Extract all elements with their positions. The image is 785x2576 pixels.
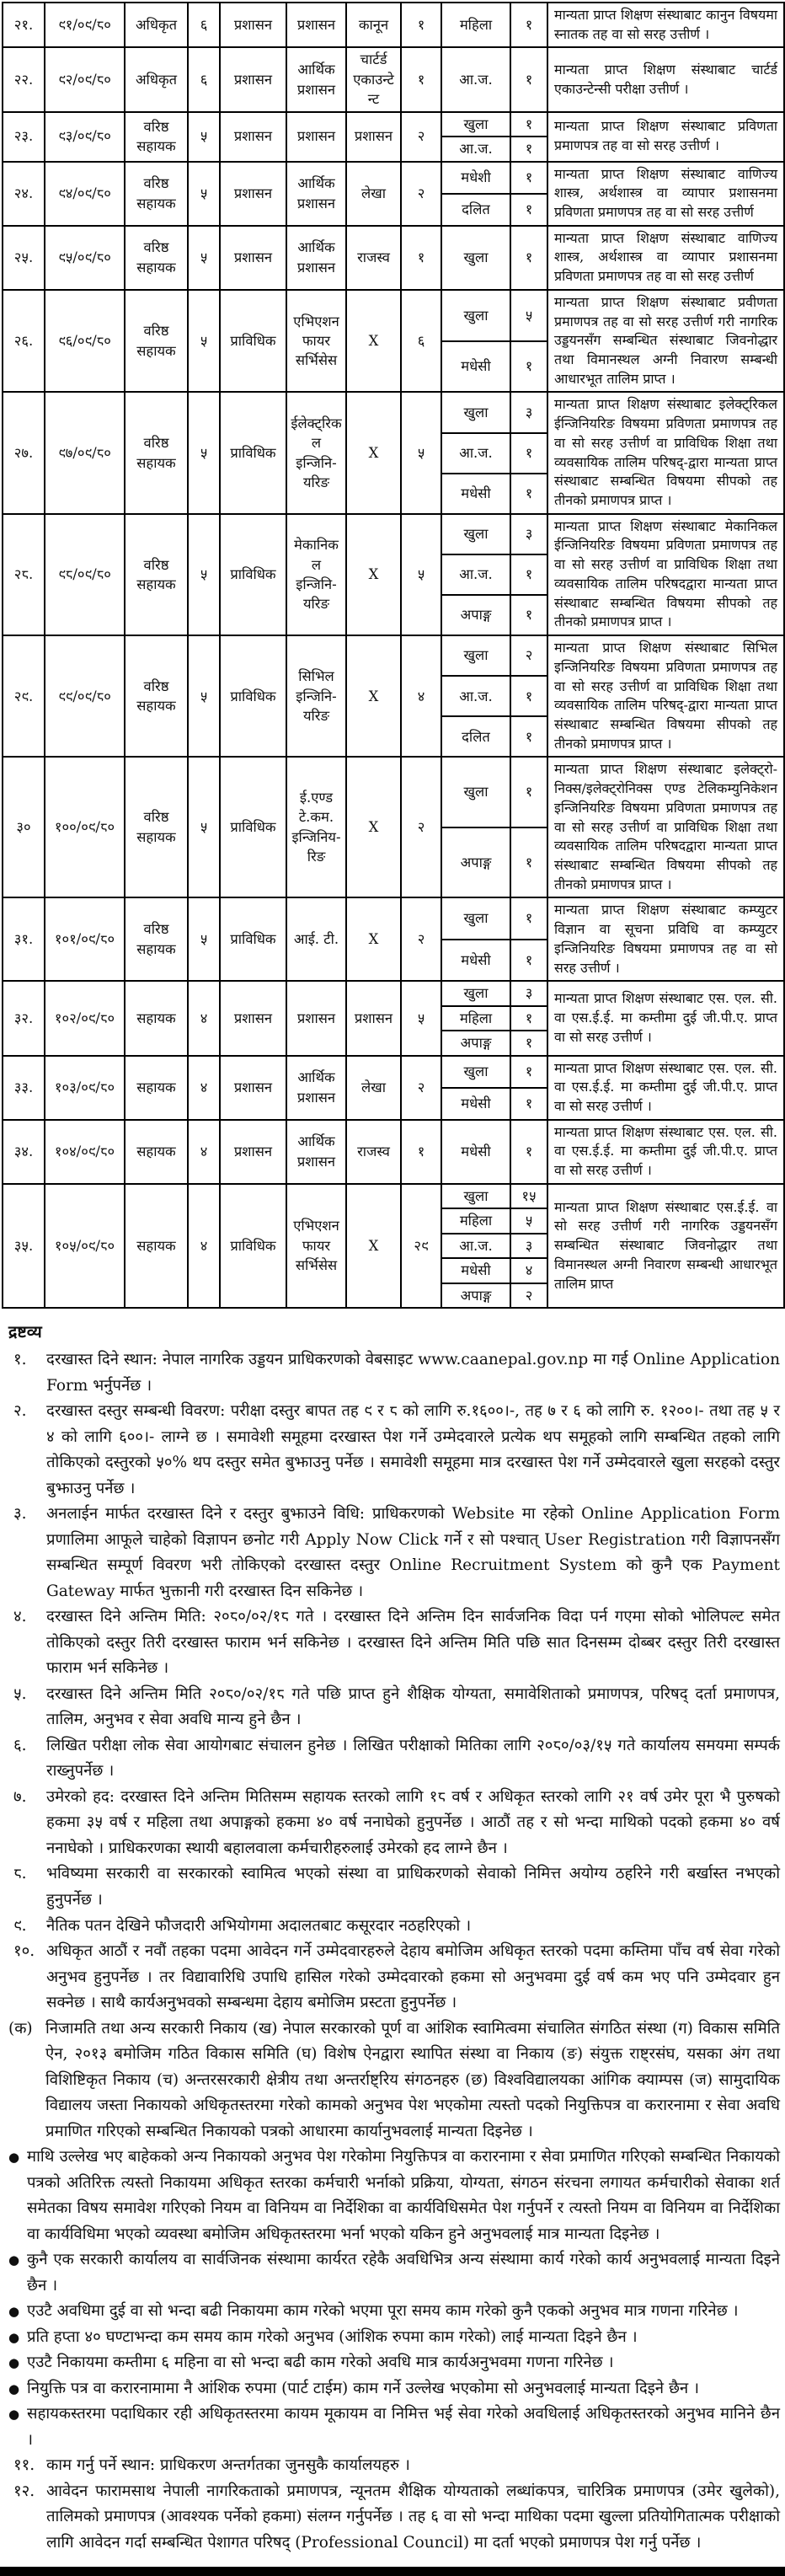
sn-cell: २३. [3,112,45,162]
category-cell: खुला [441,290,510,341]
advert-no-cell: १०१/०९/८० [45,897,125,981]
table-row [3,514,784,554]
category-count-cell: १ [510,716,547,757]
group-cell: आर्थिक प्रशासन [286,47,346,111]
total-cell: १ [401,1120,441,1184]
category-cell: आ.ज. [441,554,510,595]
sn-cell: २२. [3,47,45,111]
category-cell: दलित [441,716,510,757]
table-row [3,290,784,341]
subgroup-cell: X [346,635,401,757]
note-text: सहायकस्तरमा पदाधिकार रही अधिकृतस्तरमा कायम मूकायम वा निमित्त भई सेवा गरेको अवधिलाई अधिकृतस्तरको अनुभव मानिने छैन । [27,2405,780,2449]
qualification-cell: मान्यता प्राप्त शिक्षण संस्थाबाट इलेक्ट्रिकल ईन्जिनियरिङ विषयमा प्रविणता प्रमाणपत्र तह वा सो सरह उत्तीर्ण वा प्राविधिक शिक्षा तथा व्यवसायिक तालिम परिषद्-द्वारा मान्यता प्राप्त संस्थाबाट सम्बन्धित विषयमा सीपको तह तीनको प्रमाणपत्र प्राप्त । [547,392,784,513]
category-count-cell: ३ [510,981,547,1005]
post-cell: वरिष्ठ सहायक [125,162,188,226]
post-cell: सहायक [125,1184,188,1308]
level-cell: ५ [188,897,220,981]
post-cell: वरिष्ठ सहायक [125,757,188,897]
group-cell: आर्थिक प्रशासन [286,1120,346,1184]
group-cell: आर्थिक प्रशासन [286,1056,346,1120]
note-text: दरखास्त दिने अन्तिम मिति २०८०/०२/१८ गते पछि प्राप्त हुने शैक्षिक योग्यता, समावेशिताको प्रमाणपत्र, परिषद् दर्ता प्रमाणपत्र, तालिम, अनुभव र सेवा अवधि मान्य हुने छैन । [46,1684,780,1729]
table-row [3,112,784,137]
group-cell: ई.एण्ड टे.कम. इन्जिनिय-रिङ [286,757,346,897]
note-text: भविष्यमा सरकारी वा सरकारको स्वामित्व भएको संस्था वा प्राधिकरणको सेवाको निमित्त अयोग्य ठहरिने गरी बर्खास्त नभएको हुनुपर्नेछ । [46,1865,780,1909]
table-row [3,1120,784,1184]
category-cell: खुला [441,1184,510,1208]
category-cell: खुला [441,981,510,1005]
note-marker: १२. [13,2482,35,2500]
advert-no-cell: ९८/०९/८० [45,514,125,635]
note-marker: २. [13,1402,27,1421]
category-cell: महिला [441,3,510,47]
total-cell: २ [401,112,441,162]
subgroup-cell: कानून [346,3,401,47]
note-text: दरखास्त दस्तुर सम्बन्धी विवरण: परीक्षा दस्तुर बापत तह ९ र ८ को लागि रु.१६००।-, तह ७ र ६ को लागि रु. १२००।- तथा तह ५ र ४ को लागि ६००।- लाग्ने छ । समावेशी समूहमा दरखास्त पेश गर्ने उम्मेदवारले प्रत्येक थप समूहको लागि सम्बन्धित तहको लागि तोकिएको दस्तुरको ५०% थप दस्तुर समेत बुझाउनु पर्नेछ । समावेशी समूहमा मात्र दरखास्त पेश गर्ने उम्मेदवारले खुला सरहको दस्तुर बुझाउनु पर्नेछ । [46,1402,780,1497]
sn-cell: २७. [3,392,45,513]
group-cell: प्रशासन [286,3,346,47]
post-cell: अधिकृत [125,3,188,47]
category-cell: महिला [441,1006,510,1031]
note-bullet-item [7,2247,780,2299]
table-row [3,392,784,432]
level-cell: ५ [188,392,220,513]
service-cell: प्रशासन [220,1056,286,1120]
category-cell: खुला [441,392,510,432]
note-marker: १०. [13,1942,35,1961]
advert-no-cell: ९९/०९/८० [45,635,125,757]
category-cell: खुला [441,897,510,939]
level-cell: ५ [188,226,220,290]
category-cell: खुला [441,1056,510,1088]
note-item [7,1347,780,1399]
post-cell: अधिकृत [125,47,188,111]
note-text: निजामति तथा अन्य सरकारी निकाय (ख) नेपाल सरकारको पूर्ण वा आंशिक स्वामित्वमा संचालित संगठित संस्था (ग) विकास समिति ऐन, २०१३ बमोजिम गठित विकास समिति (घ) विशेष ऐनद्वारा स्थापित संस्था वा निकाय (ङ) संयुक्त राष्ट्रसंघ, यसका अंग तथा विशिष्टिकृत निकाय (च) अन्तरसरकारी क्षेत्रीय तथा अन्तर्राष्ट्रिय संगठनहरु (छ) विश्वविद्यालयका आंगिक क्याम्पस (ज) सामुदायिक विद्यालय जस्ता निकायको अधिकृतस्तरमा गरेको कामको अनुभव पेश भएकोमा त्यस्तो पदको नियुक्तिपत्र वा करारनामा र सेवा अवधि प्रमाणित गरिएको सम्बन्धित निकायको पत्रको आधारमा कार्यानुभवलाई मान्यता दिइनेछ । [45,2019,780,2140]
sn-cell: ३३. [3,1056,45,1120]
note-item [7,1861,780,1913]
note-marker: ११. [13,2456,35,2475]
category-cell: मधेसी [441,1120,510,1184]
service-cell: प्रशासन [220,226,286,290]
qualification-cell: मान्यता प्राप्त शिक्षण संस्थाबाट एस. एल. सी. वा एस.ई.ई. मा कम्तीमा दुई जी.पी.ए. प्राप्त वा सो सरह उत्तीर्ण । [547,981,784,1055]
post-cell: सहायक [125,1120,188,1184]
advert-no-cell: १००/०९/८० [45,757,125,897]
category-cell: खुला [441,514,510,554]
sn-cell: २१. [3,3,45,47]
note-bullet-item [7,2145,780,2247]
service-cell: प्रशासन [220,162,286,226]
subgroup-cell: लेखा [346,1056,401,1120]
category-count-cell: १ [510,940,547,981]
qualification-cell: मान्यता प्राप्त शिक्षण संस्थाबाट एस.ई.ई. वा सो सरह उत्तीर्ण गरी नागरिक उड्डयनसँग सम्बन्धित संस्थाबाट जिवनोद्धार तथा विमानस्थल अग्नी निवारण सम्बन्धी आधारभूत तालिम प्राप्त [547,1184,784,1308]
qualification-cell: मान्यता प्राप्त शिक्षण संस्थाबाट एस. एल. सी. वा एस.ई.ई. मा कम्तीमा दुई जी.पी.ए. प्राप्त वा सो सरह उत्तीर्ण । [547,1120,784,1184]
total-cell: १ [401,3,441,47]
advert-no-cell: १०३/०९/८० [45,1056,125,1120]
total-cell: ४ [401,635,441,757]
category-count-cell: १ [510,554,547,595]
qualification-cell: मान्यता प्राप्त शिक्षण संस्थाबाट चार्टर्ड एकाउन्टेन्सी परीक्षा उत्तीर्ण । [547,47,784,111]
note-item [7,2453,780,2479]
level-cell: ५ [188,757,220,897]
category-count-cell: १ [510,162,547,194]
category-count-cell: १ [510,226,547,290]
category-cell: मधेसी [441,1088,510,1120]
total-cell: २९ [401,1184,441,1308]
total-cell: २ [401,162,441,226]
qualification-cell: मान्यता प्राप्त शिक्षण संस्थाबाट इलेक्ट्रो-निक्स/इलेक्ट्रोनिक्स एण्ड टेलिकम्युनिकेशन इन्जिनियरिङ विषयमा प्रविणता प्रमाणपत्र तह वा सो सरह उत्तीर्ण वा प्राविधिक शिक्षा तथा व्यवसायिक तालिम परिषदद्वारा मान्यता प्राप्त संस्थाबाट सम्बन्धित विषयमा सीपको तह तीनको प्रमाणपत्र प्राप्त । [547,757,784,897]
category-cell: अपाङ्ग [441,827,510,898]
note-item [7,1502,780,1604]
total-cell: ५ [401,514,441,635]
qualification-cell: मान्यता प्राप्त शिक्षण संस्थाबाट सिभिल इन्जिनियरिङ विषयमा प्रविणता प्रमाणपत्र तह वा सो सरह उत्तीर्ण वा प्राविधिक शिक्षा तथा व्यवसायिक तालिम परिषद्-द्वारा मान्यता प्राप्त संस्थाबाट सम्बन्धित विषयमा सीपको तह तीनको प्रमाणपत्र प्राप्त । [547,635,784,757]
sn-cell: ३१. [3,897,45,981]
note-marker: ७. [13,1787,27,1806]
post-cell: वरिष्ठ सहायक [125,514,188,635]
group-cell: आर्थिक प्रशासन [286,162,346,226]
category-count-cell: १ [510,827,547,898]
category-cell: मधेसी [441,1258,510,1283]
subgroup-cell: X [346,290,401,393]
category-count-cell: १ [510,676,547,716]
post-cell: सहायक [125,1056,188,1120]
sn-cell: २८. [3,514,45,635]
sn-cell: २६. [3,290,45,393]
category-count-cell: १ [510,433,547,474]
service-cell: प्राविधिक [220,897,286,981]
level-cell: ४ [188,1120,220,1184]
category-count-cell: १ [510,47,547,111]
category-cell: मधेसी [441,474,510,514]
level-cell: ४ [188,1184,220,1308]
qualification-cell: मान्यता प्राप्त शिक्षण संस्थाबाट कम्प्युटर विज्ञान वा सूचना प्रविधि वा कम्प्युटर इन्जिनियरिङ विषयमा प्रमाणपत्र तह वा सो सरह उत्तीर्ण । [547,897,784,981]
note-text: एउटै अवधिमा दुई वा सो भन्दा बढी निकायमा काम गरेको भएमा पूरा समय काम गरेको कुनै एकको अनुभव मात्र गणना गरिनेछ । [27,2302,739,2321]
category-count-cell: १ [510,757,547,827]
table-row [3,162,784,194]
note-text: उमेरको हद: दरखास्त दिने अन्तिम मितिसम्म सहायक स्तरको लागि १८ वर्ष र अधिकृत स्तरको लागि २१ वर्ष उमेर पूरा भै पुरुषको हकमा ३५ वर्ष र महिला तथा अपाङ्गको हकमा ४० वर्ष ननाघेको हुनुपर्नेछ । आठौं तह र सो भन्दा माथिको पदको हकमा ४० वर्ष ननाघेको । प्राधिकरणका स्थायी बहालवाला कर्मचारीहरुलाई उमेरको हद लाग्ने छैन । [46,1787,780,1857]
note-text: एउटै निकायमा कम्तीमा ६ महिना वा सो भन्दा बढी काम गरेको अवधि मात्र कार्यअनुभवमा गणना गरिनेछ । [27,2354,614,2372]
note-bullet-item [7,2376,780,2402]
subgroup-cell: चार्टर्ड एकाउन्टेन्ट [346,47,401,111]
category-count-cell: १ [510,1006,547,1031]
note-bullet-item [7,2299,780,2325]
group-cell: आई. टी. [286,897,346,981]
category-cell: मधेसी [441,940,510,981]
level-cell: ४ [188,981,220,1055]
level-cell: ५ [188,514,220,635]
note-item [7,1682,780,1733]
total-cell: ५ [401,392,441,513]
table-row [3,757,784,827]
total-cell: ६ [401,290,441,393]
category-cell: दलित [441,194,510,226]
post-cell: वरिष्ठ सहायक [125,290,188,393]
note-bullet-item [7,2325,780,2351]
table-row [3,47,784,111]
note-item [7,1399,780,1502]
category-cell: खुला [441,635,510,676]
scan-bottom-border [0,2567,785,2576]
total-cell: २ [401,897,441,981]
category-cell: आ.ज. [441,433,510,474]
category-cell: आ.ज. [441,1234,510,1258]
note-bullet-item [7,2350,780,2376]
category-cell: खुला [441,226,510,290]
group-cell: एभिएशन फायर सर्भिसेस [286,290,346,393]
service-cell: प्रशासन [220,981,286,1055]
level-cell: ४ [188,1056,220,1120]
group-cell: मेकानिकल इन्जिनि-यरिङ [286,514,346,635]
note-text: कुनै एक सरकारी कार्यालय वा सार्वजिनक संस्थामा कार्यरत रहेकै अवधिभित्र अन्य संस्थामा कार्य गरेको कार्य अनुभवलाई मान्यता दिइने छैन । [27,2251,780,2295]
note-text: प्रति हप्ता ४० घण्टाभन्दा कम समय काम गरेको अनुभव (आंशिक रुपमा काम गरेको) लाई मान्यता दिइने छैन । [27,2327,638,2346]
group-cell: प्रशासन [286,112,346,162]
vacancy-table [2,2,785,1309]
service-cell: प्राविधिक [220,392,286,513]
post-cell: वरिष्ठ सहायक [125,392,188,513]
qualification-cell: मान्यता प्राप्त शिक्षण संस्थाबाट वाणिज्य शास्त्र, अर्थशास्त्र वा व्यापार प्रशासनमा प्रविणता प्रमाणपत्र तह वा सो सरह उत्तीर्ण [547,226,784,290]
bullet-icon: ● [8,2329,20,2345]
note-item [7,1733,780,1785]
bullet-icon: ● [8,2381,20,2397]
group-cell: ईलेक्ट्रिकल इन्जिनि-यरिङ [286,392,346,513]
category-count-cell: ५ [510,1208,547,1233]
service-cell: प्रशासन [220,1120,286,1184]
category-count-cell: १ [510,194,547,226]
table-row [3,1184,784,1208]
qualification-cell: मान्यता प्राप्त शिक्षण संस्थाबाट कानुन विषयमा स्नातक तह वा सो सरह उत्तीर्ण । [547,3,784,47]
group-cell: एभिएशन फायर सर्भिसेस [286,1184,346,1308]
qualification-cell: मान्यता प्राप्त शिक्षण संस्थाबाट वाणिज्य शास्त्र, अर्थशास्त्र वा व्यापार प्रशासनमा प्रविणता प्रमाणपत्र तह वा सो सरह उत्तीर्ण [547,162,784,226]
note-item [7,2479,780,2557]
subgroup-cell: X [346,392,401,513]
note-marker: ५. [13,1684,27,1703]
qualification-cell: मान्यता प्राप्त शिक्षण संस्थाबाट प्रवीणता प्रमाणपत्र तह वा सो सरह उत्तीर्ण गरी नागरिक उड्डयनसँग सम्बन्धित संस्थाबाट जिवनोद्धार तथा विमानस्थल अग्नी निवारण सम्बन्धी आधारभूत तालिम प्राप्त । [547,290,784,393]
service-cell: प्रशासन [220,3,286,47]
subgroup-cell: X [346,514,401,635]
service-cell: प्राविधिक [220,514,286,635]
category-count-cell: १ [510,137,547,161]
category-cell: मधेशी [441,162,510,194]
service-cell: प्राविधिक [220,757,286,897]
total-cell: १ [401,226,441,290]
note-text: दरखास्त दिने स्थान: नेपाल नागरिक उड्डयन प्राधिकरणको वेबसाइट www.caanepal.gov.np मा गई Online Application Form भर्नुपर्नेछ । [46,1351,780,1395]
bullet-icon: ● [8,2355,20,2371]
total-cell: १ [401,47,441,111]
table-row [3,226,784,290]
note-bullet-item [7,2402,780,2453]
advert-no-cell: १०५/०९/८० [45,1184,125,1308]
table-row [3,3,784,47]
qualification-cell: मान्यता प्राप्त शिक्षण संस्थाबाट एस. एल. सी. वा एस.ई.ई. मा कम्तीमा दुई जी.पी.ए. प्राप्त वा सो सरह उत्तीर्ण । [547,1056,784,1120]
category-count-cell: १ [510,1056,547,1088]
note-item [7,1604,780,1682]
note-text: आवेदन फारामसाथ नेपाली नागरिकताको प्रमाणपत्र, न्यूनतम शैक्षिक योग्यताको लब्धांकपत्र, चारित्रिक प्रमाणपत्र (उमेर खुलेको), तालिमको प्रमाणपत्र (आवश्यक पर्नेको हकमा) संलग्न गर्नुपर्नेछ । तह ६ वा सो भन्दा माथिका पदमा खुल्ला प्रतियोगितात्मक परीक्षाको लागि आवेदन गर्दा सम्बन्धित पेशागत परिषद् (Professional Council) मा दर्ता भएको प्रमाणपत्र पेश गर्नु पर्नेछ । [46,2482,780,2552]
category-count-cell: ५ [510,290,547,341]
note-text: दरखास्त दिने अन्तिम मिति: २०८०/०२/१८ गते । दरखास्त दिने अन्तिम दिन सार्वजनिक विदा पर्न गएमा सोको भोलिपल्ट समेत तोकिएको दस्तुर तिरी दरखास्त फाराम भर्न सकिनेछ । दरखास्त दिने अन्तिम मिति पछि सात दिनसम्म दोब्बर दस्तुर तिरी दरखास्त फाराम भर्न सकिनेछ । [46,1608,780,1678]
post-cell: वरिष्ठ सहायक [125,226,188,290]
subgroup-cell: प्रशासन [346,112,401,162]
category-cell: अपाङ्ग [441,595,510,635]
level-cell: ५ [188,635,220,757]
note-marker: ८. [13,1865,27,1883]
service-cell: प्राविधिक [220,635,286,757]
note-marker: ६. [13,1736,27,1754]
total-cell: ५ [401,981,441,1055]
note-marker: ३. [13,1505,27,1524]
note-item [7,1939,780,2016]
note-item [7,1785,780,1862]
category-count-cell: १ [510,897,547,939]
qualification-cell: मान्यता प्राप्त शिक्षण संस्थाबाट प्रविणता प्रमाणपत्र तह वा सो सरह उत्तीर्ण । [547,112,784,162]
level-cell: ६ [188,47,220,111]
advert-no-cell: ९५/०९/८० [45,226,125,290]
advert-no-cell: १०४/०९/८० [45,1120,125,1184]
note-item [7,1914,780,1940]
category-cell: खुला [441,112,510,137]
group-cell: आर्थिक प्रशासन [286,226,346,290]
advert-no-cell: ९७/०९/८० [45,392,125,513]
advert-no-cell: ९३/०९/८० [45,112,125,162]
note-text: काम गर्नु पर्ने स्थान: प्राधिकरण अन्तर्गतका जुनसुकै कार्यालयहरु । [46,2456,410,2475]
bullet-icon: ● [8,2407,20,2423]
bullet-icon: ● [8,2304,20,2320]
notes-heading: द्रष्टव्य [8,1321,42,1342]
note-marker: (क) [8,2019,33,2038]
category-count-cell: १ [510,341,547,393]
category-cell: महिला [441,1208,510,1233]
note-text: लिखित परीक्षा लोक सेवा आयोगबाट संचालन हुनेछ । लिखित परीक्षाको मितिका लागि २०८०/०३/१५ गते कार्यालय समयमा सम्पर्क राख्नुपर्नेछ । [46,1736,780,1781]
post-cell: सहायक [125,981,188,1055]
post-cell: वरिष्ठ सहायक [125,635,188,757]
note-text: अनलाईन मार्फत दरखास्त दिने र दस्तुर बुझाउने विधि: प्राधिकरणको Website मा रहेको Online Application Form प्रणालिमा आफूले चाहेको विज्ञापन छनोट गरी Apply Now Click गर्ने र सो पश्चात् User Registration गरी विज्ञापनसँग सम्बन्धित सम्पूर्ण विवरण भरी तोकिएको दरखास्त दस्तुर Online Recruitment System को कुनै एक Payment Gateway मार्फत भुक्तानी गरी दरखास्त दिन सकिनेछ । [46,1505,780,1600]
category-count-cell: १ [510,1120,547,1184]
note-text: नैतिक पतन देखिने फौजदारी अभियोगमा अदालतबाट कसूरदार नठहरिएको । [46,1916,472,1935]
subgroup-cell: X [346,757,401,897]
sn-cell: ३० [3,757,45,897]
category-cell: अपाङ्ग [441,1031,510,1055]
bullet-icon: ● [8,2150,20,2166]
category-count-cell: ३ [510,392,547,432]
category-count-cell: ३ [510,514,547,554]
sn-cell: ३२. [3,981,45,1055]
sn-cell: २४. [3,162,45,226]
table-row [3,897,784,939]
level-cell: ५ [188,162,220,226]
note-marker: ९. [13,1916,27,1935]
category-count-cell: ३ [510,1234,547,1258]
subgroup-cell: प्रशासन [346,981,401,1055]
table-row [3,635,784,676]
sn-cell: २९. [3,635,45,757]
category-count-cell: १ [510,112,547,137]
category-cell: आ.ज. [441,676,510,716]
category-count-cell: ४ [510,1258,547,1283]
subgroup-cell: X [346,897,401,981]
table-row [3,981,784,1005]
category-count-cell: २ [510,1283,547,1308]
notes-section [2,1309,783,2556]
service-cell: प्रशासन [220,112,286,162]
category-count-cell: १ [510,595,547,635]
advert-no-cell: ९२/०९/८० [45,47,125,111]
category-count-cell: १ [510,474,547,514]
service-cell: प्रशासन [220,47,286,111]
note-marker: १. [13,1351,27,1369]
advert-no-cell: ९१/०९/८० [45,3,125,47]
service-cell: प्राविधिक [220,1184,286,1308]
category-count-cell: १ [510,3,547,47]
category-count-cell: १ [510,1088,547,1120]
sn-cell: २५. [3,226,45,290]
note-text: नियुक्ति पत्र वा करारनामामा नै आंशिक रुपमा (पार्ट टाईम) काम गर्ने उल्लेख भएकोमा सो अनुभवलाई मान्यता दिइने छैन । [27,2379,700,2397]
advert-no-cell: १०२/०९/८० [45,981,125,1055]
subgroup-cell: राजस्व [346,1120,401,1184]
category-count-cell: १ [510,1031,547,1055]
category-cell: आ.ज. [441,137,510,161]
category-count-cell: १५ [510,1184,547,1208]
subgroup-cell: राजस्व [346,226,401,290]
category-cell: मधेसी [441,341,510,393]
level-cell: ६ [188,3,220,47]
note-item [7,2016,780,2145]
subgroup-cell: X [346,1184,401,1308]
group-cell: प्रशासन [286,981,346,1055]
subgroup-cell: लेखा [346,162,401,226]
note-text: अधिकृत आठौं र नवौं तहका पदमा आवेदन गर्ने उम्मेदवारहरुले देहाय बमोजिम अधिकृत स्तरको पदमा कम्तिमा पाँच वर्ष सेवा गरेको अनुभव हुनुपर्नेछ । तर विद्यावारिधि उपाधि हासिल गरेको उम्मेदवारको हकमा सो अनुभवमा दुई वर्ष कम भए पनि उम्मेदवार हुन सक्नेछ । साथै कार्यअनुभवको सम्बन्धमा देहाय बमोजिम प्रस्टता हुनुपर्नेछ । [46,1942,780,2012]
advert-no-cell: ९६/०९/८० [45,290,125,393]
level-cell: ५ [188,112,220,162]
level-cell: ५ [188,290,220,393]
category-cell: खुला [441,757,510,827]
sn-cell: ३५. [3,1184,45,1308]
category-cell: अपाङ्ग [441,1283,510,1308]
advert-no-cell: ९४/०९/८० [45,162,125,226]
category-count-cell: २ [510,635,547,676]
qualification-cell: मान्यता प्राप्त शिक्षण संस्थाबाट मेकानिकल ईन्जिनियरिङ विषयमा प्रविणता प्रमाणपत्र तह वा सो सरह उत्तीर्ण वा प्राविधिक शिक्षा तथा व्यवसायिक तालिम परिषदद्वारा मान्यता प्राप्त संस्थाबाट सम्बन्धित विषयमा सीपको तह तीनको प्रमाणपत्र प्राप्त । [547,514,784,635]
group-cell: सिभिल इन्जिनि-यरिङ [286,635,346,757]
note-text: माथि उल्लेख भए बाहेकको अन्य निकायको अनुभव पेश गरेकोमा नियुक्तिपत्र वा करारनामा र सेवा प्रमाणित गरिएको सम्बन्धित निकायको पत्रको अतिरिक्त त्यस्तो निकायमा अधिकृत स्तरका कर्मचारी भर्नाको प्रक्रिया, योग्यता, संगठन संरचना लगायत कर्मचारीको सेवाका शर्त समेतका विषय समावेश गरिएको नियम वा विनियम वा निर्देशिका वा कार्यविधिसमेत पेश गर्नुपर्ने र त्यस्तो नियम वा विनियम वा निर्देशिका वा कार्यविधिमा भएको व्यवस्था बमोजिम अधिकृतस्तरमा भर्ना भएको यकिन हुने अनुभवलाई मात्र मान्यता दिइनेछ । [27,2148,780,2243]
total-cell: २ [401,757,441,897]
table-row [3,1056,784,1088]
bullet-icon: ● [8,2252,20,2268]
category-cell: आ.ज. [441,47,510,111]
sn-cell: ३४. [3,1120,45,1184]
post-cell: वरिष्ठ सहायक [125,112,188,162]
note-marker: ४. [13,1608,27,1626]
post-cell: वरिष्ठ सहायक [125,897,188,981]
service-cell: प्राविधिक [220,290,286,393]
total-cell: २ [401,1056,441,1120]
